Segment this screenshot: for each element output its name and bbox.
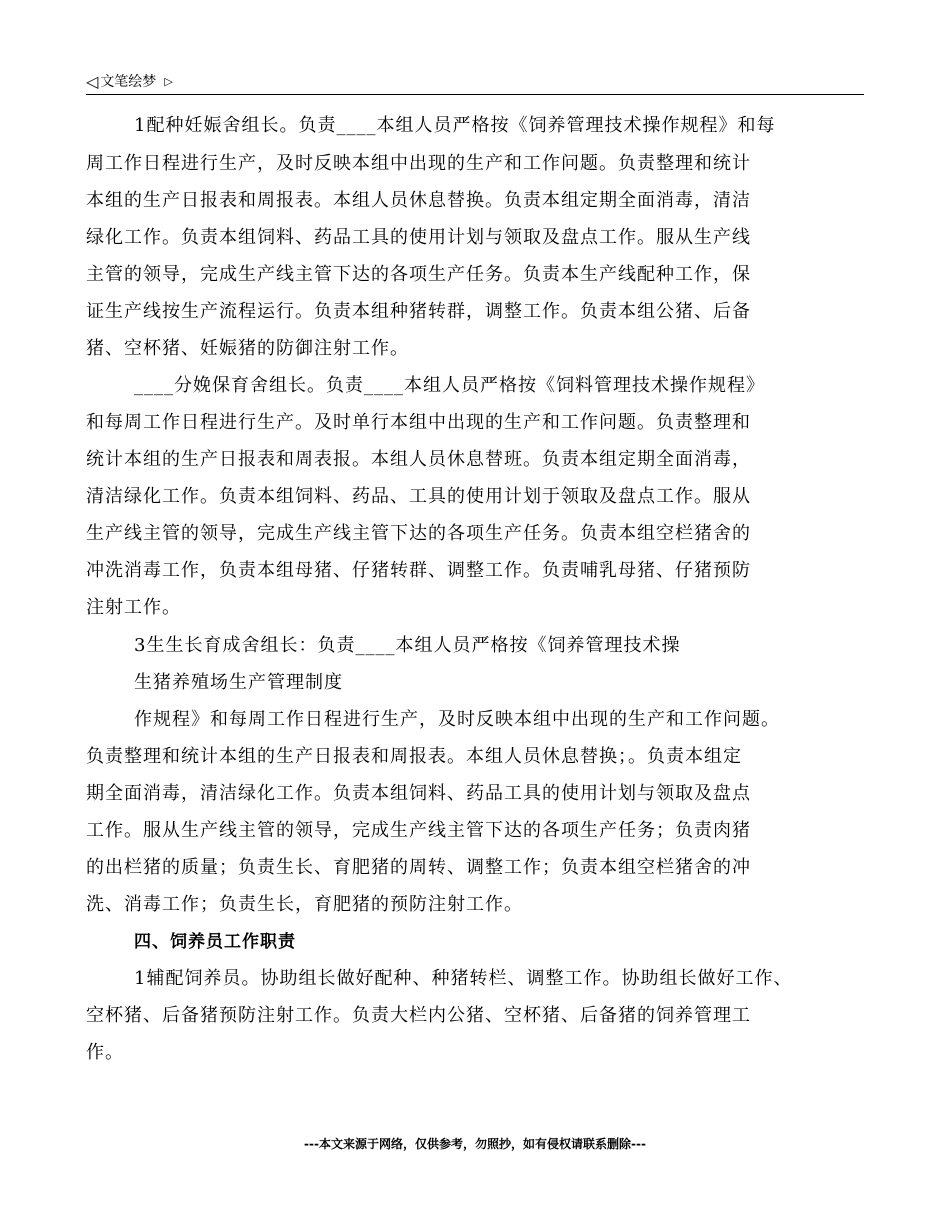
text-line: 3生生长育成舍组长：负责____本组人员严格按《饲养管理技术操 (134, 635, 681, 656)
text-line: 本组的生产日报表和周报表。本组人员休息替换。负责本组定期全面消毒，清洁 (86, 190, 751, 211)
text-line: 和每周工作日程进行生产。及时单行本组中出现的生产和工作问题。负责整理和 (86, 412, 751, 433)
text-line: ____分娩保育舍组长。负责____本组人员严格按《饲料管理技术操作规程》 (134, 375, 765, 396)
text-line: 的出栏猪的质量；负责生长、育肥猪的周转、调整工作；负责本组空栏猪舍的冲 (86, 857, 751, 878)
page-footer: ---本文来源于网络，仅供参考，勿照抄，如有侵权请联系删除--- (304, 1137, 646, 1151)
section-title: 生猪养殖场生产管理制度 (134, 672, 343, 693)
triangle-right-icon: ▷ (164, 75, 173, 88)
text-line: 清洁绿化工作。负责本组饲料、药品、工具的使用计划于领取及盘点工作。服从 (86, 486, 751, 507)
text-line: 1配种妊娠舍组长。负责____本组人员严格按《饲养管理技术操作规程》和每 (134, 115, 776, 136)
header-title: 文笔绘梦 (100, 74, 157, 90)
text-line: 周工作日程进行生产，及时反映本组中出现的生产和工作问题。负责整理和统计 (86, 153, 751, 174)
section-heading: 四、饲养员工作职责 (134, 932, 296, 952)
text-line: 期全面消毒，清洁绿化工作。负责本组饲料、药品工具的使用计划与领取及盘点 (86, 783, 751, 804)
text-line: 作。 (86, 1042, 124, 1063)
text-line: 注射工作。 (86, 597, 181, 618)
text-line: 洗、消毒工作；负责生长，育肥猪的预防注射工作。 (86, 894, 523, 915)
text-line: 工作。服从生产线主管的领导，完成生产线主管下达的各项生产任务；负责肉猪 (86, 820, 751, 841)
text-line: 生产线主管的领导，完成生产线主管下达的各项生产任务。负责本组空栏猪舍的 (86, 523, 751, 544)
text-line: 冲洗消毒工作，负责本组母猪、仔猪转群、调整工作。负责哺乳母猪、仔猪预防 (86, 560, 751, 581)
text-line: 统计本组的生产日报表和周表报。本组人员休息替班。负责本组定期全面消毒， (86, 449, 751, 470)
text-line: 猪、空杯猪、妊娠猪的防御注射工作。 (86, 338, 409, 359)
triangle-left-icon: ◁ (86, 72, 99, 91)
text-line: 证生产线按生产流程运行。负责本组种猪转群，调整工作。负责本组公猪、后备 (86, 301, 751, 322)
text-line: 主管的领导，完成生产线主管下达的各项生产任务。负责本生产线配种工作，保 (86, 264, 751, 285)
text-line: 作规程》和每周工作日程进行生产，及时反映本组中出现的生产和工作问题。 (134, 709, 780, 730)
text-line: 负责整理和统计本组的生产日报表和周报表。本组人员休息替换；。负责本组定 (86, 746, 742, 767)
text-line: 空杯猪、后备猪预防注射工作。负责大栏内公猪、空杯猪、后备猪的饲养管理工 (86, 1005, 751, 1026)
text-line: 1辅配饲养员。协助组长做好配种、种猪转栏、调整工作。协助组长做好工作、 (134, 968, 793, 989)
text-line: 绿化工作。负责本组饲料、药品工具的使用计划与领取及盘点工作。服从生产线 (86, 227, 751, 248)
page-header (86, 72, 864, 95)
